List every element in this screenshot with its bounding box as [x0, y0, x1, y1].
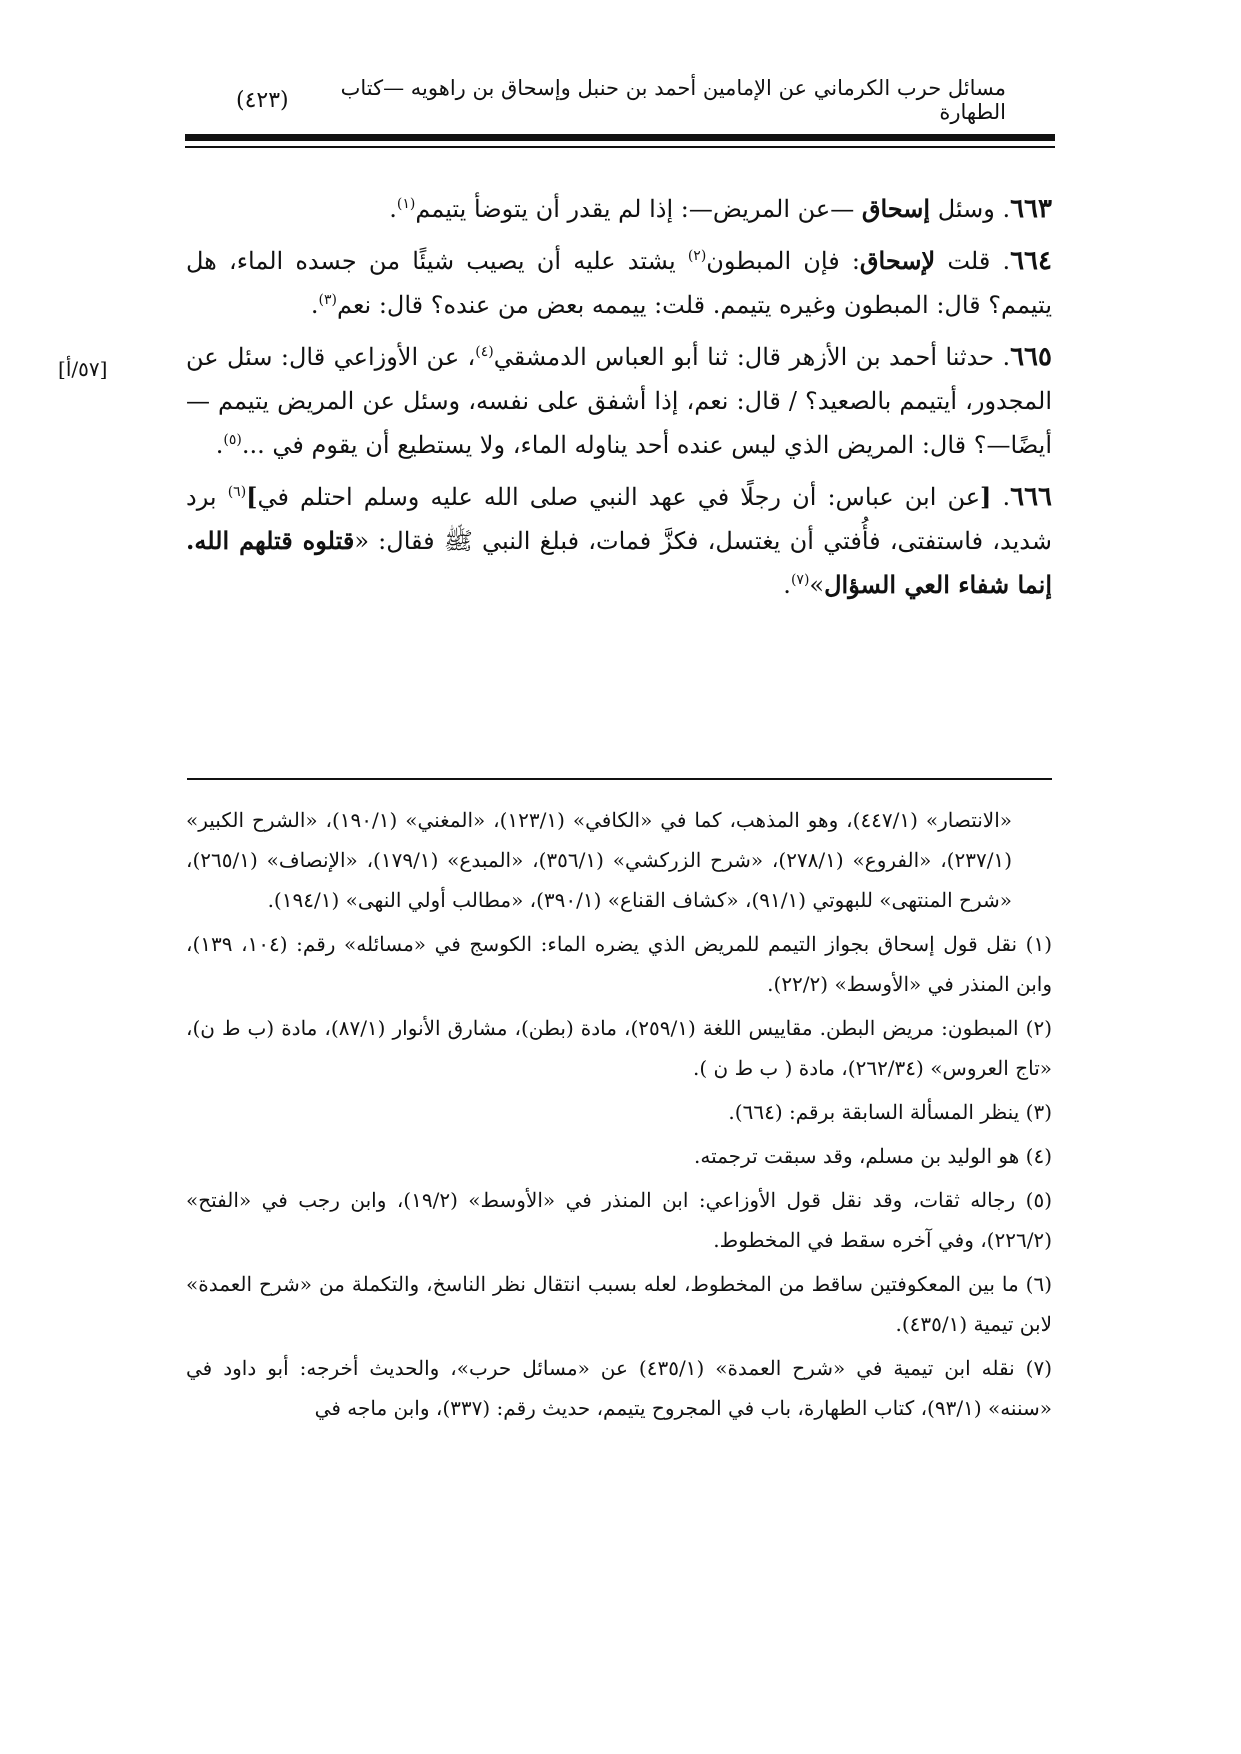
- footnote-separator: [187, 778, 1052, 780]
- footnote-ref: (٦): [227, 484, 247, 500]
- entry-665: ٦٦٥. حدثنا أحمد بن الأزهر قال: ثنا أبو العباس الدمشقي$^{(٤)}$، عن الأوزاعي قال: سئل عن المجدور، أيتيمم بالصعيد؟ / قال: نعم، إذا أشفق على نفسه، وسئل عن المريض يتيمم —أيضًا—؟ قال: المريض الذي ليس عنده أحد يناوله الماء، ولا يستطيع أن يقوم في ...$^{(٥)}$.: [186, 342, 1052, 459]
- entry-664: ٦٦٤. قلت لإسحاق: فإن المبطون$^{(٢)}$ يشتد عليه أن يصيب شيئًا من جسده الماء، هل يتيمم؟ قال: المبطون وغيره يتيمم. قلت: ييممه بعض من عنده؟ قال: نعم$^{(٣)}$.: [186, 246, 1052, 319]
- entry-number: ٦٦٦: [1010, 482, 1053, 512]
- footnote-6: (٦) ما بين المعكوفتين ساقط من المخطوط، لعله بسبب انتقال نظر الناسخ، والتكملة من «شرح العمدة» لابن تيمية (٤٣٥/١).: [186, 1272, 1052, 1336]
- main-text: [186, 187, 1052, 615]
- footnotes: [186, 800, 1052, 1432]
- keyword: لإسحاق: [859, 246, 936, 275]
- hadith-quote: قتلوه قتلهم الله. إنما شفاء العي السؤال: [186, 526, 1052, 599]
- footnote-ref: (١): [396, 196, 416, 212]
- footnote-2: (٢) المبطون: مريض البطن. مقاييس اللغة (٢٥٩/١)، مادة (بطن)، مشارق الأنوار (٨٧/١)، مادة (ب ط ن)، «تاج العروس» (٢٦٢/٣٤)، مادة ( ب ط ن ).: [186, 1016, 1053, 1080]
- entry-663: ٦٦٣. وسئل إسحاق —عن المريض—: إذا لم يقدر أن يتوضأ يتيمم$^{(١)}$.: [389, 194, 1052, 224]
- footnote-ref: (٤): [475, 344, 494, 360]
- page-number: (٤٢٣): [236, 87, 289, 113]
- footnote-continuation: «الانتصار» (٤٤٧/١)، وهو المذهب، كما في «الكافي» (١٢٣/١)، «المغني» (١٩٠/١)، «الشرح الكبير» (٢٣٧/١)، «الفروع» (٢٧٨/١)، «شرح الزركشي» (٣٥٦/١)، «المبدع» (١٧٩/١)، «الإنصاف» (٢٦٥/١)، «شرح المنتهى» للبهوتي (٩١/١)، «كشاف القناع» (٣٩٠/١)، «مطالب أولي النهى» (١٩٤/١).: [186, 808, 1012, 912]
- footnote-4: (٤) هو الوليد بن مسلم، وقد سبقت ترجمته.: [694, 1144, 1052, 1168]
- footnote-5: (٥) رجاله ثقات، وقد نقل قول الأوزاعي: ابن المنذر في «الأوسط» (١٩/٢)، وابن رجب في «الفتح» (٢٢٦/٢)، وفي آخره سقط في المخطوط.: [186, 1188, 1052, 1252]
- footnote-ref: (٢): [687, 248, 707, 264]
- entry-number: ٦٦٥: [1010, 342, 1052, 372]
- keyword: إسحاق: [861, 194, 931, 223]
- footnote-ref: (٧): [790, 572, 810, 588]
- header-rule-thick: [185, 134, 1055, 141]
- footnote-ref: (٥): [223, 432, 242, 448]
- header-rule-thin: [185, 146, 1055, 148]
- footnote-7: (٧) نقله ابن تيمية في «شرح العمدة» (٤٣٥/١) عن «مسائل حرب»، والحديث أخرجه: أبو داود في «سننه» (٩٣/١)، كتاب الطهارة، باب في المجروح يتيمم، حديث رقم: (٣٣٧)، وابن ماجه في: [186, 1356, 1052, 1420]
- manuscript-folio-ref: [٥٧/أ]: [58, 357, 108, 381]
- bracket-close: ]: [246, 482, 258, 511]
- page-header: [236, 78, 1006, 122]
- footnote-3: (٣) ينظر المسألة السابقة برقم: (٦٦٤).: [728, 1100, 1052, 1124]
- entry-666: ٦٦٦. [عن ابن عباس: أن رجلًا في عهد النبي صلى الله عليه وسلم احتلم في]$^{(٦)}$ برد شديد، فاستفتى، فأُفتي أن يغتسل، فكزَّ فمات، فبلغ النبي ﷺ فقال: «قتلوه قتلهم الله. إنما شفاء العي السؤال»$^{(٧)}$.: [186, 482, 1053, 599]
- footnote-ref: (٣): [318, 292, 337, 308]
- footnote-1: (١) نقل قول إسحاق بجواز التيمم للمريض الذي يضره الماء: الكوسج في «مسائله» رقم: (١٠٤، ١٣٩)، وابن المنذر في «الأوسط» (٢٢/٢).: [186, 932, 1052, 996]
- bracket-open: [: [980, 482, 992, 511]
- entry-number: ٦٦٣: [1010, 194, 1052, 224]
- running-title: مسائل حرب الكرماني عن الإمامين أحمد بن حنبل وإسحاق بن راهويه —كتاب الطهارة: [340, 76, 1006, 124]
- entry-number: ٦٦٤: [1010, 246, 1052, 276]
